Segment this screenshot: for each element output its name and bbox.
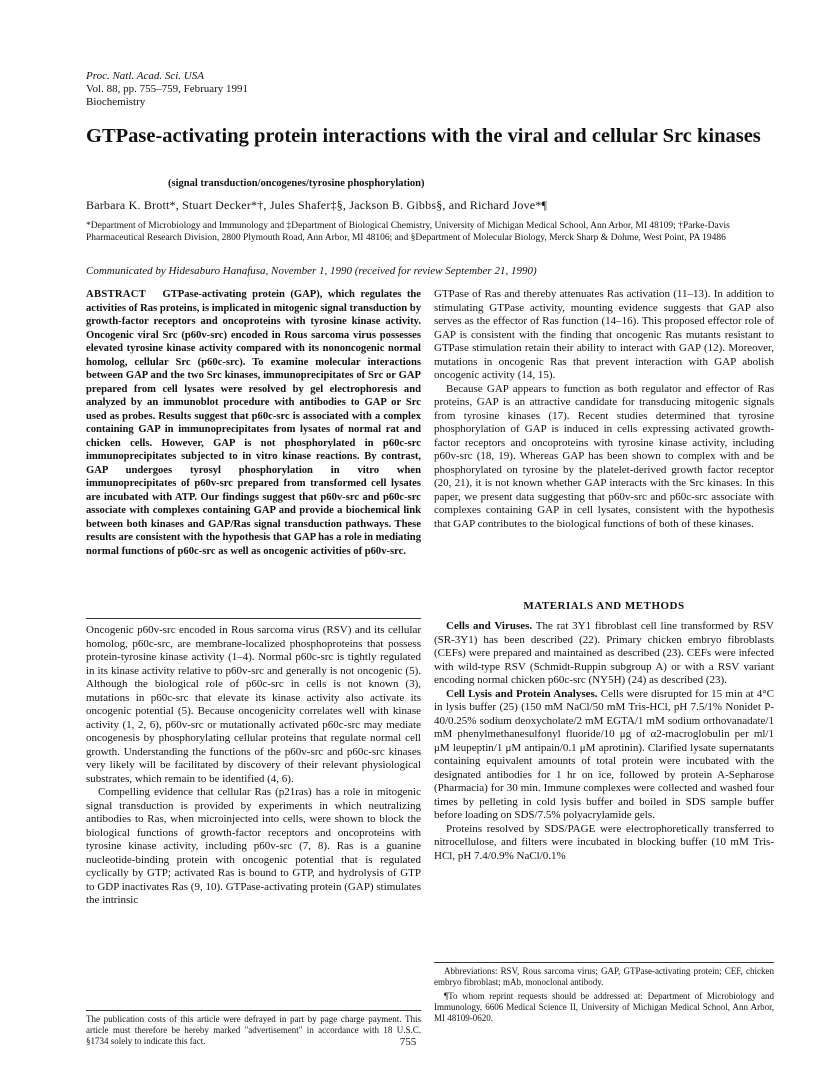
journal-section: Biochemistry [86,96,146,108]
paragraph-text: The rat 3Y1 fibroblast cell line transformed by RSV (SR-3Y1) has been described (22). Primary chicken embryo fibroblasts (CEFs) were prepared and maintained as described (23). CEFs were infected with wild-type RSV (Schmidt-Ruppin subgroup A) or with a RSV variant encoding normal chicken p60c-src (NY5H) (24) as described (23). [434,620,774,686]
methods-paragraph: Proteins resolved by SDS/PAGE were electrophoretically transferred to nitrocellulose, and filters were incubated in blocking buffer (10 mM Tris-HCl, pH 7.4/0.9% NaCl/0.1% [434,822,774,862]
journal-name: Proc. Natl. Acad. Sci. USA [86,70,204,82]
body-paragraph: GTPase of Ras and thereby attenuates Ras activation (11–13). In addition to stimulating GTPase activity, mounting evidence suggests that GAP also serves as the effector of Ras function (14–16). This proposed effector role of GAP is consistent with the finding that oncogenic Ras mutants resistant to GTPase stimulation retain their ability to interact with GAP (12). Moreover, mutations in oncogenic Ras that prevent interaction with GAP abolish oncogenic activity (14, 15). [434,288,774,381]
methods-paragraph [434,620,774,688]
right-column-body [434,288,774,531]
affiliations: *Department of Microbiology and Immunology and ‡Department of Biological Chemistry, University of Michigan Medical School, Ann Arbor, MI 48109; †Parke-Davis Pharmaceutical Research Division, 2800 Plymouth Road, Ann Arbor, MI 48106; and §Department of Molecular Biology, Merck Sharp & Dohme, West Point, PA 19486 [86,221,730,243]
abstract-divider [86,618,421,619]
paragraph-text: Cells were disrupted for 15 min at 4°C in lysis buffer (25) (150 mM NaCl/50 mM Tris-HCl, pH 7.5/1% Nonidet P-40/0.25% sodium deoxycholate/2 mM EGTA/1 mM sodium orthovanadate/1 mM phenylmethanesulfonyl fluoride/10 μg of α2-macroglobulin per ml/1 μM leupeptin/1 μM antipain/0.1 μM aprotinin). Clarified lysate supernatants containing equivalent amounts of total protein were incubated with the designated antibodies for 1 hr on ice, followed by protein A-Sepharose (Pharmacia) for 30 min. Immune complexes were collected and washed four times by pelleting in cold lysis buffer and boiled in SDS sample buffer before loading on SDS/7.5% polyacrylamide gels. [434,687,774,821]
paragraph-label: Cells and Viruses. [446,620,533,632]
reprint-note: ¶To whom reprint requests should be addressed at: Department of Microbiology and Immunology, 6606 Medical Science II, University of Michigan Medical School, Ann Arbor, MI 48109-0620. [434,991,774,1023]
page-number: 755 [399,1036,417,1048]
section-heading: MATERIALS AND METHODS [523,600,685,612]
keywords: (signal transduction/oncogenes/tyrosine phosphorylation) [168,178,425,189]
body-paragraph: Oncogenic p60v-src encoded in Rous sarcoma virus (RSV) and its cellular homolog, p60c-src, are membrane-localized phosphoproteins that possess protein-tyrosine kinase activity (1–4). Normal p60c-src is tightly regulated in its kinase activity relative to p60v-src and generally is not oncogenic (5). Although the biological role of p60c-src in cells is not known (3), mutations in p60c-src that elevate its kinase activity also activate its oncogenic potential (5). Because oncogenicity correlates well with kinase activity (1, 2, 6), p60v-src or mutationally activated p60c-src may mediate oncogenesis by phosphorylating cellular proteins that regulate normal cell growth. Understanding the functions of the p60v-src and p60c-src kinases very likely will be facilitated by discovery of their relevant physiological substrates, which remain to be identified (4, 6). [86,624,421,785]
body-paragraph: Compelling evidence that cellular Ras (p21ras) has a role in mitogenic signal transduction is provided by experiments in which neutralizing antibodies to Ras, when microinjected into cells, were shown to block the biological functions of growth-factor receptors and oncoproteins with tyrosine kinase activity, including p60v-src (7, 8). Ras is a guanine nucleotide-binding protein with oncogenic potential that is regulated cyclically by GTP; activated Ras is bound to GTP, and hydrolysis of GTP to GDP inactivates Ras (9, 10). GTPase-activating protein (GAP) stimulates the intrinsic [86,786,421,906]
author-list: Barbara K. Brott*, Stuart Decker*†, Jules Shafer‡§, Jackson B. Gibbs§, and Richard Jove*¶ [86,198,548,212]
article-title: GTPase-activating protein interactions with the viral and cellular Src kinases [86,125,761,147]
publication-cost-note: The publication costs of this article were defrayed in part by page charge payment. This article must therefore be hereby marked "advertisement" in accordance with 18 U.S.C. §1734 solely to indicate this fact. [86,1014,421,1046]
communicated-by: Communicated by Hidesaburo Hanafusa, November 1, 1990 (received for review September 21, 1990) [86,265,537,277]
abstract-text: GTPase-activating protein (GAP), which regulates the activities of Ras proteins, is implicated in mitogenic signal transduction by growth-factor receptors and oncoproteins with tyrosine kinase activity. Oncogenic viral Src (p60v-src) encoded in Rous sarcoma virus possesses elevated tyrosine kinase activity compared with its nononcogenic normal homolog, cellular Src (p60c-src). To examine molecular interactions between GAP and the two Src kinases, immunoprecipitates of Src or GAP prepared from cell lysates were resolved by gel electrophoresis and analyzed by an immunoblot procedure with antibodies to GAP or Src used as probes. Results suggest that p60c-src is associated with a complex containing GAP in immunoprecipitates from lysates of normal rat and chicken cells. However, GAP is not phosphorylated in p60c-src immunoprecipitates subjected to in vitro kinase reactions. By contrast, GAP undergoes tyrosyl phosphorylation in vitro when immunoprecipitates of p60v-src prepared from transformed cell lysates are incubated with ATP. Our findings suggest that p60v-src and p60c-src associate with complexes containing GAP and provide a biochemical link between both kinases and GAP/Ras signal transduction pathways. These results are consistent with the hypothesis that GAP has a role in mediating normal functions of p60c-src as well as oncogenic activities of p60v-src. [86,289,421,557]
methods-paragraph [434,688,774,823]
footnote-divider [434,962,774,963]
paragraph-label: Cell Lysis and Protein Analyses. [446,687,598,700]
abstract [86,288,421,558]
footnote-divider [86,1010,421,1011]
journal-volume: Vol. 88, pp. 755–759, February 1991 [86,83,249,95]
abstract-label: ABSTRACT [86,289,147,300]
methods-body [434,620,774,863]
journal-header [86,70,248,109]
footnotes [434,966,774,1027]
left-column-body [86,624,421,908]
abbreviations-note: Abbreviations: RSV, Rous sarcoma virus; GAP, GTPase-activating protein; CEF, chicken embryo fibroblast; mAb, monoclonal antibody. [434,966,774,987]
body-paragraph: Because GAP appears to function as both regulator and effector of Ras proteins, GAP is an attractive candidate for transducing mitogenic signals from tyrosine kinases (17). Recent studies determined that tyrosine phosphorylation of GAP is induced in cells expressing activated growth-factor receptors and oncoproteins with tyrosine kinase activity, including p60v-src (18, 19). Whereas GAP has been shown to complex with and be phosphorylated on tyrosine by the platelet-derived growth factor receptor (20, 21), it is not known whether GAP interacts with the Src kinases. In this paper, we present data suggesting that p60v-src and p60c-src associate with complexes containing GAP in cell lysates, consistent with the hypothesis that GAP contributes to the biological functions of both of these kinases. [434,382,774,530]
